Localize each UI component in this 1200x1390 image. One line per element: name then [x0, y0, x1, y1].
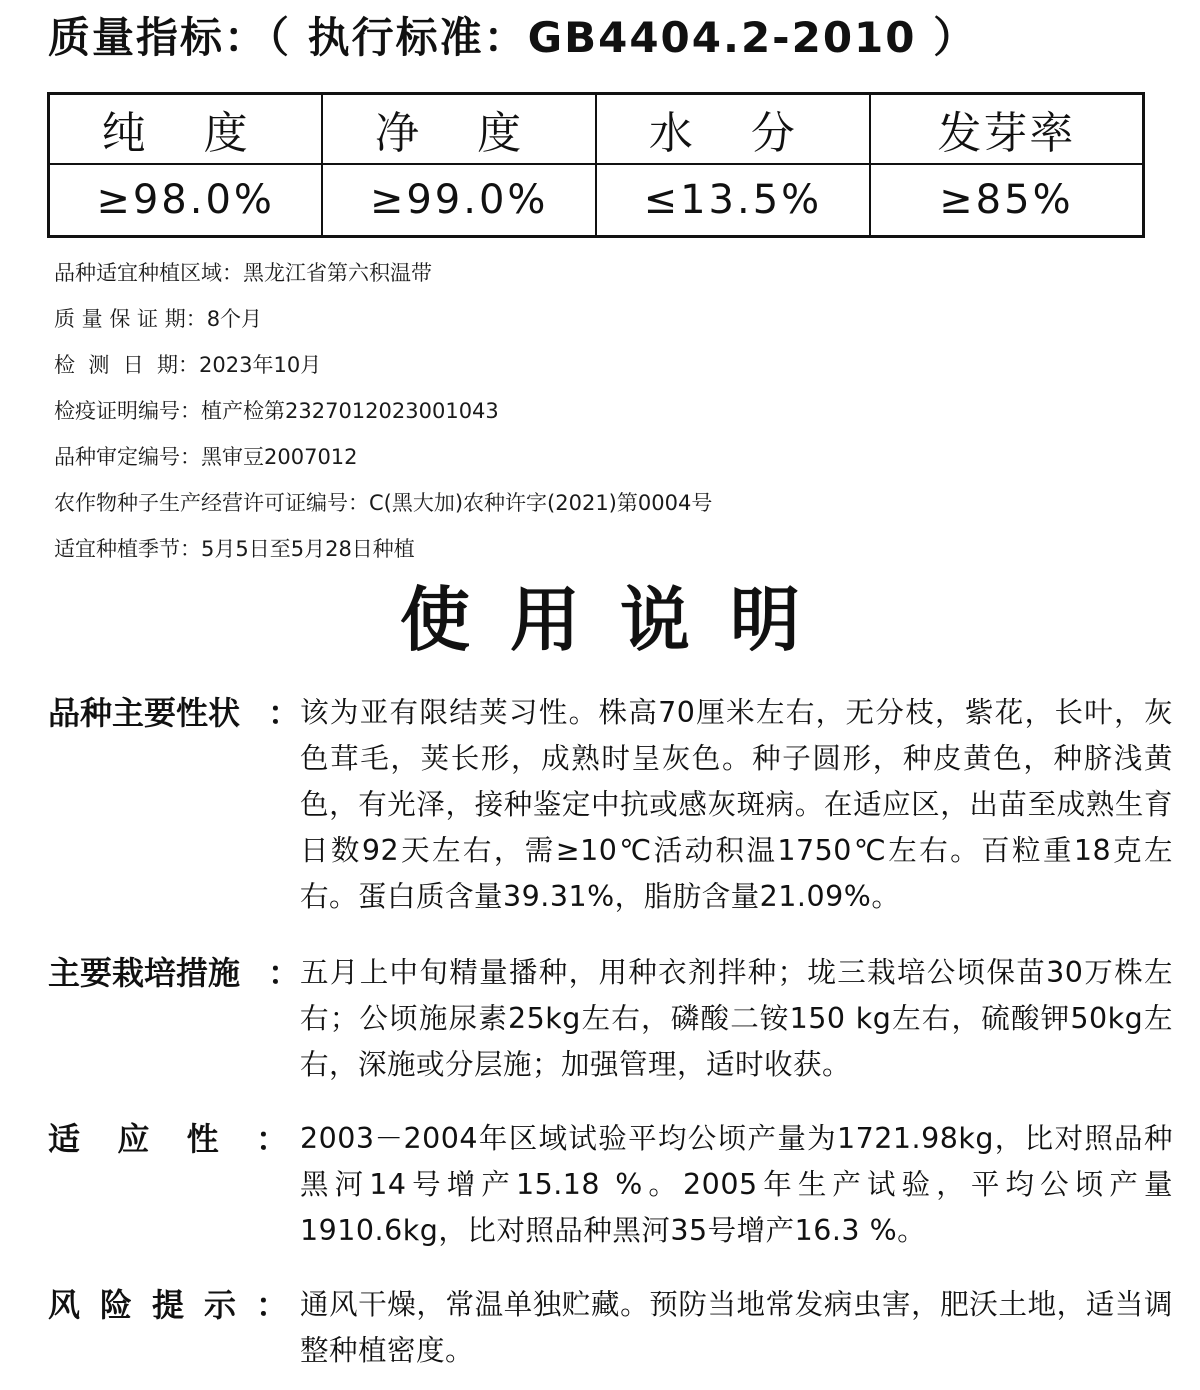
- info-license-number: 农作物种子生产经营许可证编号：C(黑大加)农种许字(2021)第0004号: [54, 491, 713, 515]
- section-label: 品种主要性状 ：: [48, 694, 300, 732]
- info-approval-number: 品种审定编号：黑审豆2007012: [54, 445, 358, 469]
- usage-heading: 使用说明: [400, 579, 840, 661]
- label-char: ：: [255, 1286, 288, 1324]
- value-germination: ≥85%: [870, 164, 1144, 237]
- spaced-label: [48, 1282, 288, 1328]
- label-char: 险: [99, 1286, 132, 1324]
- header-purity: 纯 度: [49, 94, 323, 165]
- label-char: 风: [48, 1286, 81, 1324]
- value-cleanliness: ≥99.0%: [322, 164, 596, 237]
- quality-table: [47, 92, 1145, 238]
- header-germination: 发芽率: [870, 94, 1144, 165]
- info-planting-season: 适宜种植季节：5月5日至5月28日种植: [54, 537, 415, 561]
- section-risk: [48, 1282, 1173, 1374]
- section-text: 该为亚有限结荚习性。株高70厘米左右，无分枝，紫花，长叶，灰色茸毛，荚长形，成熟时呈灰色。种子圆形，种皮黄色，种脐浅黄色，有光泽，接种鉴定中抗或感灰斑病。在适应区，出苗至成熟生育日数92天左右，需≥10℃活动积温1750℃左右。百粒重18克左右。蛋白质含量39.31%，脂肪含量21.09%。: [300, 696, 1173, 913]
- section-text: 2003－2004年区域试验平均公顷产量为1721.98kg，比对照品种黑河14号增产15.18 %。2005年生产试验，平均公顷产量1910.6kg，比对照品种黑河35号增产16.3 %。: [300, 1122, 1173, 1247]
- header-moisture: 水 分: [596, 94, 870, 165]
- label-char: 性: [186, 1120, 219, 1158]
- section-cultivation: [48, 950, 1173, 1088]
- section-characteristics: [48, 690, 1173, 920]
- info-quarantine-number: 检疫证明编号：植产检第2327012023001043: [54, 399, 499, 423]
- label-char: 提: [151, 1286, 184, 1324]
- info-warranty-period: 质 量 保 证 期：8个月: [54, 307, 263, 331]
- quality-table-header-row: [49, 94, 1144, 165]
- section-label: 主要栽培措施 ：: [48, 954, 300, 992]
- section-label: [48, 1116, 300, 1162]
- info-test-date: 检 测 日 期：2023年10月: [54, 353, 322, 377]
- value-moisture: ≤13.5%: [596, 164, 870, 237]
- section-text: 五月上中旬精量播种，用种衣剂拌种；垅三栽培公顷保苗30万株左右；公顷施尿素25kg左右，磷酸二铵150 kg左右，硫酸钾50kg左右，深施或分层施；加强管理，适时收获。: [300, 956, 1173, 1081]
- label-char: 适: [48, 1120, 81, 1158]
- label-char: 示: [203, 1286, 236, 1324]
- quality-standard-title: 质量指标：（ 执行标准：GB4404.2-2010 ）: [48, 13, 978, 62]
- section-adaptability: [48, 1116, 1173, 1254]
- value-purity: ≥98.0%: [49, 164, 323, 237]
- label-char: 应: [117, 1120, 150, 1158]
- info-planting-region: 品种适宜种植区域：黑龙江省第六积温带: [54, 261, 432, 285]
- section-text: 通风干燥，常温单独贮藏。预防当地常发病虫害，肥沃土地，适当调整种植密度。: [300, 1288, 1173, 1367]
- section-label: [48, 1282, 300, 1328]
- header-cleanliness: 净 度: [322, 94, 596, 165]
- quality-table-value-row: [49, 164, 1144, 237]
- spaced-label: [48, 1116, 288, 1162]
- label-char: ：: [255, 1120, 288, 1158]
- product-info-list: [54, 250, 712, 572]
